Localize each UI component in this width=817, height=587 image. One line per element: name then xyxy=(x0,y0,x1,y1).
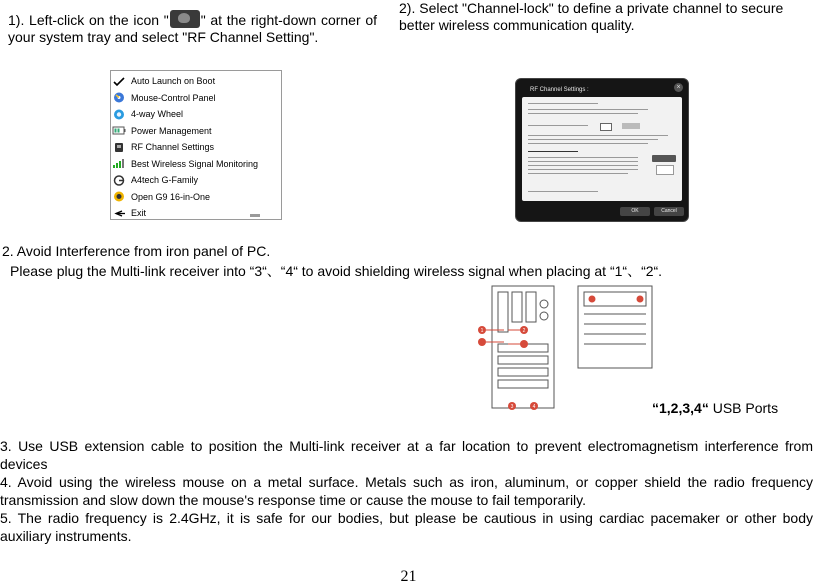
menu-item-exit[interactable]: Exit xyxy=(111,205,281,222)
menu-item-auto-launch[interactable]: Auto Launch on Boot xyxy=(111,73,281,90)
dialog-title: RF Channel Settings : xyxy=(530,87,589,93)
check-icon xyxy=(112,76,126,87)
menu-item-g-family[interactable]: A4tech G-Family xyxy=(111,172,281,189)
notes-block xyxy=(0,437,813,545)
tray-mouse-icon xyxy=(170,10,200,28)
menu-item-rf-channel[interactable]: RF Channel Settings xyxy=(111,139,281,156)
port-label-1: 1 xyxy=(480,328,484,334)
channel-select[interactable] xyxy=(600,123,612,131)
cancel-button[interactable]: Cancel xyxy=(654,207,684,216)
section2-instruction: Please plug the Multi-link receiver into “3“、“4“ to avoid shielding wireless signal when placing at “1“、“2“. xyxy=(10,263,663,279)
pc-back-panel-figure xyxy=(474,284,654,410)
port-markers xyxy=(478,296,644,411)
menu-corner-mark xyxy=(250,214,260,217)
menu-item-signal[interactable]: Best Wireless Signal Monitoring xyxy=(111,156,281,173)
step1-text: 1). Left-click on the icon " " at the right-down corner of your system tray and select "RF Channel Setting". xyxy=(8,12,377,45)
rf-icon xyxy=(112,142,126,153)
signal-value-field xyxy=(656,165,674,175)
close-icon[interactable]: × xyxy=(674,83,683,92)
port-label-2: 2 xyxy=(522,328,526,334)
section2-heading: 2. Avoid Interference from iron panel of PC. xyxy=(2,243,271,259)
channel-lock-button[interactable] xyxy=(622,123,640,129)
exit-icon xyxy=(112,208,126,219)
usb-caption-text: USB Ports xyxy=(708,400,779,416)
tray-context-menu xyxy=(110,70,282,220)
menu-item-g9[interactable]: Open G9 16-in-One xyxy=(111,189,281,206)
wheel-icon xyxy=(112,109,126,120)
menu-item-power[interactable]: Power Management xyxy=(111,123,281,140)
port-label-3: 3 xyxy=(510,404,514,410)
note-3: 3. Use USB extension cable to position the Multi-link receiver at a far location to prevent electromagnetism interference from devices xyxy=(0,438,813,472)
disc-icon xyxy=(112,92,126,103)
port-label-group xyxy=(481,328,536,410)
page-number: 21 xyxy=(400,568,417,585)
gfamily-icon xyxy=(112,175,126,186)
signal-icon xyxy=(112,158,126,169)
note-5: 5. The radio frequency is 2.4GHz, it is safe for our bodies, but please be cautious in using cardiac pacemaker or other body auxiliary instruments. xyxy=(0,510,813,544)
step1-paragraph xyxy=(8,10,377,45)
battery-icon xyxy=(112,125,126,136)
menu-item-4way-wheel[interactable]: 4-way Wheel xyxy=(111,106,281,123)
dialog-content-panel xyxy=(522,97,682,201)
usb-caption-numbers: “1,2,3,4“ xyxy=(652,400,709,416)
rf-channel-dialog xyxy=(515,78,689,222)
note-4: 4. Avoid using the wireless mouse on a metal surface. Metals such as iron, aluminum, or copper shield the radio frequency transmission and slow down the mouse's response time or cause the mouse to fail temporarily. xyxy=(0,474,813,508)
usb-ports-caption xyxy=(652,400,778,416)
g9-icon xyxy=(112,191,126,202)
port-label-4: 4 xyxy=(532,404,536,410)
menu-item-mouse-control[interactable]: Mouse-Control Panel xyxy=(111,90,281,107)
step2-paragraph: 2). Select "Channel-lock" to define a private channel to secure better wireless communication quality. xyxy=(399,0,784,33)
signal-indicator-button[interactable] xyxy=(652,155,676,162)
ok-button[interactable]: OK xyxy=(620,207,650,216)
